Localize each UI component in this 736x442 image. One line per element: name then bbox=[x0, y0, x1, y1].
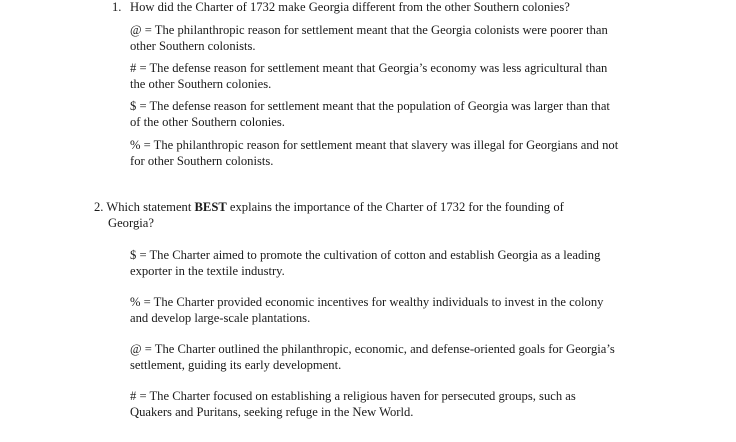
question-2-number: 2. bbox=[94, 200, 104, 214]
question-2-stem bbox=[94, 199, 604, 231]
question-1-stem bbox=[112, 0, 672, 15]
question-2-option-hash: # = The Charter focused on establishing a religious haven for persecuted groups, such as Quakers and Puritans, seeking refuge in the New World. bbox=[130, 389, 576, 419]
question-1-option-dollar: $ = The defense reason for settlement meant that the population of Georgia was larger than that of the other Southern colonies. bbox=[130, 99, 610, 129]
question-2-option-at: @ = The Charter outlined the philanthropic, economic, and defense-oriented goals for Georgia’s settlement, guiding its early development. bbox=[130, 342, 615, 372]
question-2-text-before: Which statement bbox=[106, 200, 195, 214]
question-2-option-percent: % = The Charter provided economic incentives for wealthy individuals to invest in the colony and develop large-scale plantations. bbox=[130, 295, 604, 325]
question-1-option-percent: % = The philanthropic reason for settlement meant that slavery was illegal for Georgians and not for other Southern colonists. bbox=[130, 138, 619, 168]
question-2-option-dollar: $ = The Charter aimed to promote the cultivation of cotton and establish Georgia as a leading exporter in the textile industry. bbox=[130, 248, 601, 278]
question-1-text: How did the Charter of 1732 make Georgia different from the other Southern colonies? bbox=[130, 0, 570, 14]
question-1-option-at: @ = The philanthropic reason for settlement meant that the Georgia colonists were poorer than other Southern colonists. bbox=[130, 23, 608, 53]
question-2-text-after: explains the importance of the Charter of 1732 for the founding of Georgia? bbox=[108, 200, 564, 230]
question-2-emphasis: BEST bbox=[194, 200, 227, 214]
question-1-option-hash: # = The defense reason for settlement meant that Georgia’s economy was less agricultural than the other Southern colonies. bbox=[130, 61, 608, 91]
question-1-number: 1. bbox=[112, 0, 122, 14]
